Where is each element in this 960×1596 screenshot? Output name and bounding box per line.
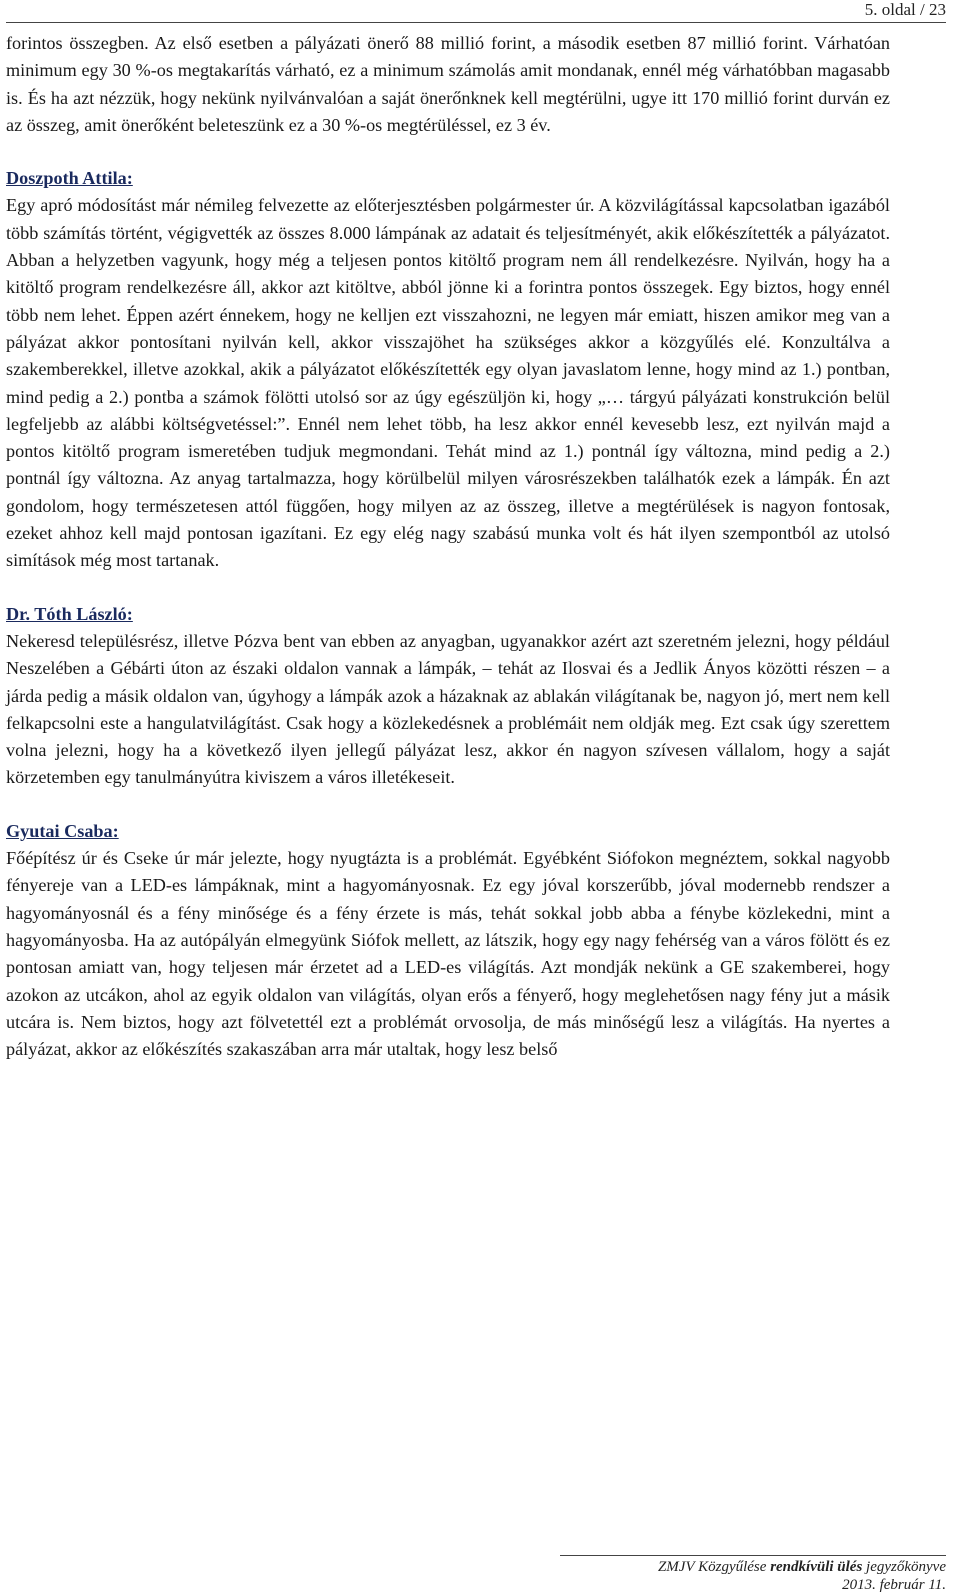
footer-title-prefix: ZMJV Közgyűlése — [657, 1559, 771, 1575]
document-body — [6, 30, 890, 1063]
paragraph-toth: Nekeresd településrész, illetve Pózva bent van ebben az anyagban, ugyanakkor azért azt szeretném jelezni, hogy például Neszelében a Gébárti úton az északi oldalon vannak a lámpák, – tehát az Ilosvai és a Jedlik Ányos közötti részen – a járda pedig a másik oldalon van, úgyhogy a lámpák azok a házaknak az ablakán világítanak be, nagyon jó, mert nem kell felkapcsolni este a hangulatvilágítást. Csak hogy a közlekedésnek a problémáit nem oldják meg. Ezt csak úgy szerettem volna jelezni, hogy ha a következő ilyen jellegű pályázat lesz, akkor én nagyon szívesen vállalom, hogy a saját körzetemben egy tanulmányútra kiviszem a város illetékeseit. — [6, 630, 890, 788]
page-footer — [560, 1555, 946, 1596]
page-number: 5. oldal / 23 — [864, 0, 946, 19]
speaker-name-toth: Dr. Tóth László: — [6, 603, 133, 624]
paragraph-intro: forintos összegben. Az első esetben a pályázati önerő 88 millió forint, a második esetben 87 millió forint. Várhatóan minimum egy 30 %-os megtakarítás várható, ez a minimum számolás amit mondanak, ennél még várhatóbban magasabb is. És ha azt nézzük, hogy nekünk nyilvánvalóan a saját önerőnknek kell megtérülni, ugye itt 170 millió forint durván ez az összeg, amit önerőként beleteszünk ez a 30 %-os megtérüléssel, ez 3 év. — [6, 33, 890, 135]
footer-date: 2013. február 11. — [842, 1577, 946, 1593]
paragraph-doszpoth: Egy apró módosítást már némileg felvezette az előterjesztésben polgármester úr. A közvilágítással kapcsolatban igazából több számítás történt, végigvették az összes 8.000 lámpának az adatait és teljesítményét, akik előkészítették a pályázatot. Abban a helyzetben vagyunk, hogy még a teljesen pontos kitöltő program nem áll rendelkezésre. Nyilván, hogy ha a kitöltő program rendelkezésre áll, akkor azt kitöltve, abból jönne ki a forintra pontos összegek. Egy biztos, hogy ennél több nem lehet. Éppen azért énnekem, hogy ne kelljen ezt visszahozni, ne legyen már emiatt, hiszen amikor meg van a pályázat akkor pontosítani nyilván kell, akkor visszajöhet ha szükséges akkor a közgyűlés elé. Konzultálva a szakemberekkel, illetve azokkal, akik a pályázatot előkészítették egy olyan javaslatom lenne, hogy mind az 1.) pontban, mind pedig a 2.) pontba a számok fölötti utolsó sor az úgy egészüljön ki, hogy „… tárgyú pályázati konstrukción belül legfeljebb az alábbi költségvetéssel:”. Ennél nem lehet több, ha lesz akkor ennél kevesebb lesz, ezt nyilván majd a pontos kitöltő program ismeretében tudjuk megmondani. Tehát mind az 1.) pontnál így változna, mind pedig a 2.) pontnál így változna. Az anyag tartalmazza, hogy körülbelül milyen városrészekben találhatók ezek a lámpák. Én azt gondolom, hogy természetesen attól függően, hogy milyen az az összeg, illetve a megtérülések is nagyon fontosak, ezeket ahhoz kell majd pontosan igazítani. Ez egy elég nagy szabású munka volt és hát ilyen szempontból az utolsó simítások még most tartanak. — [6, 195, 890, 571]
paragraph-gyutai: Főépítész úr és Cseke úr már jelezte, hogy nyugtázta is a problémát. Egyébként Siófokon megnéztem, sokkal nagyobb fényereje van a LED-es lámpáknak, mint a hagyományosnak. Ez egy jóval korszerűbb, jóval modernebb rendszer a hagyományosnál és a fény minősége és a fény érzete is más, tehát sokkal jobb abba a fénybe közlekedni, mint a hagyományosba. Ha az autópályán elmegyünk Siófok mellett, az látszik, hogy egy nagy fehérség van a város fölött és ez pontosan amiatt van, hogy teljesen már érzetet ad a LED-es világítás. Azt mondják nekünk a GE szakemberei, hogy azokon az utcákon, ahol az egyik oldalon van világítás, olyan erős a fényerő, hogy meglehetősen nagy fény jut a másik utcára is. Nem biztos, hogy azt fölvetettél ezt a problémát orvosolja, de más minőségű lesz a világítás. Ha nyertes a pályázat, akkor az előkészítés szakaszában arra már utaltak, hogy lesz belső — [6, 848, 890, 1060]
footer-title-bold: rendkívüli ülés — [770, 1559, 863, 1575]
speaker-name-doszpoth: Doszpoth Attila: — [6, 168, 133, 189]
page-header — [6, 0, 946, 23]
speaker-name-gyutai: Gyutai Csaba: — [6, 820, 119, 841]
footer-title-suffix: jegyzőkönyve — [862, 1559, 946, 1575]
footer-document-title — [560, 1558, 946, 1576]
